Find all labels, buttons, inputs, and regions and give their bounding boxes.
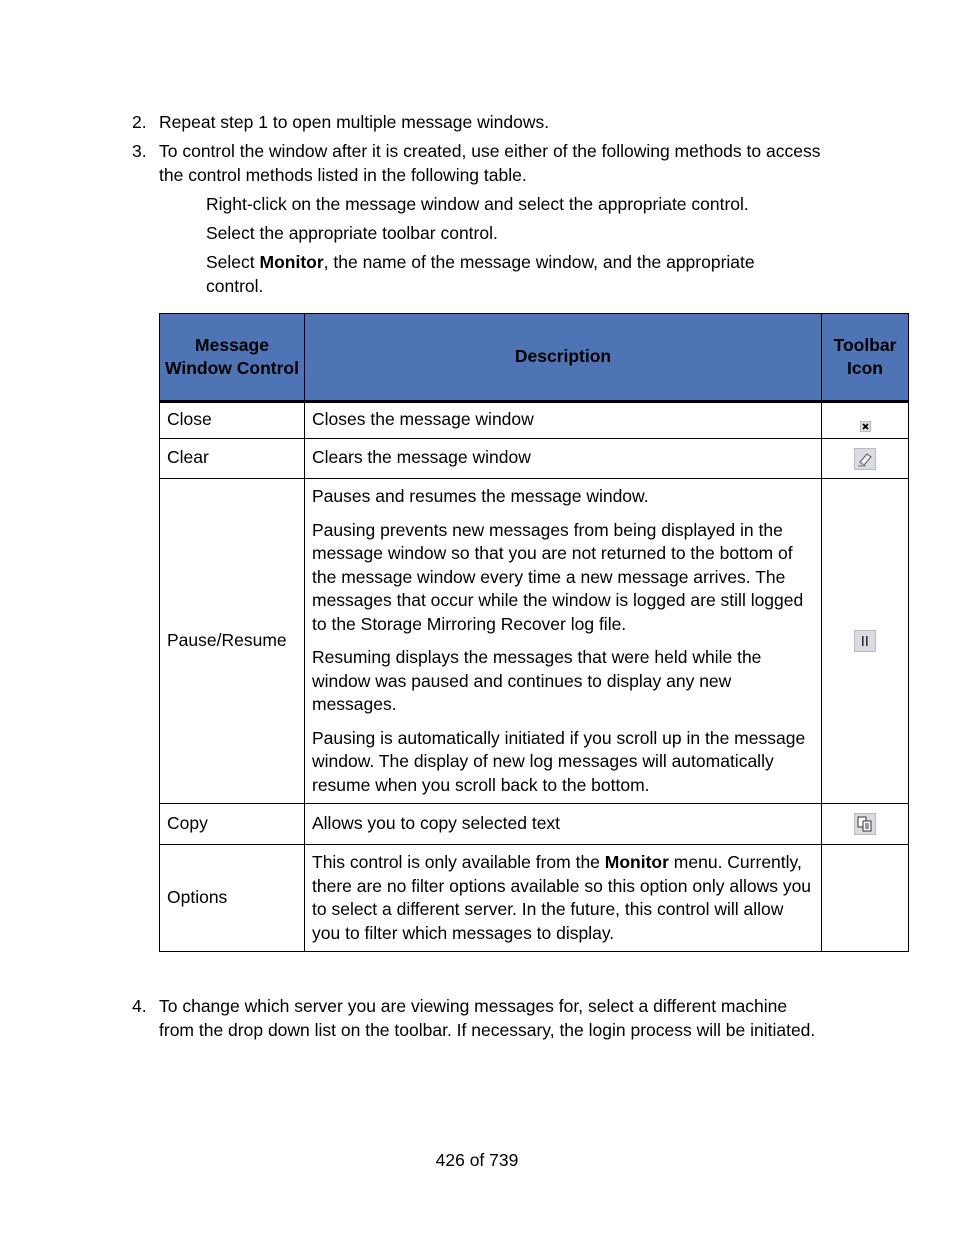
table-header-row — [160, 314, 909, 402]
eraser-icon[interactable] — [854, 448, 876, 470]
control-name: Copy — [160, 804, 305, 845]
steps-list-top — [132, 111, 822, 193]
control-description: Clears the message window — [305, 439, 822, 479]
step-4 — [132, 995, 822, 1042]
step-2 — [132, 111, 822, 135]
step-3 — [132, 140, 822, 187]
description-paragraph: Pauses and resumes the message window. — [312, 486, 649, 506]
control-description: Closes the message window — [305, 402, 822, 439]
step-number: 2. — [132, 112, 147, 132]
step-text: Repeat step 1 to open multiple message windows. — [159, 112, 550, 132]
step-text: To change which server you are viewing messages for, select a different machine from the drop down list on the toolbar. If necessary, the login process will be initiated. — [159, 996, 816, 1040]
steps-list-bottom — [132, 995, 822, 1048]
control-name: Close — [160, 402, 305, 439]
monitor-menu-term: Monitor — [604, 852, 669, 872]
controls-table — [159, 313, 909, 952]
step-text: To control the window after it is created, use either of the following methods to access the control methods listed in the following table. — [159, 141, 821, 185]
step-number: 3. — [132, 141, 147, 161]
step-number: 4. — [132, 996, 147, 1016]
monitor-menu-term: Monitor — [259, 252, 324, 272]
methods-list — [206, 193, 806, 304]
page-number: 426 of 739 — [435, 1150, 519, 1170]
table-row-pause-resume — [160, 479, 909, 804]
table-row-copy — [160, 804, 909, 845]
method-toolbar: Select the appropriate toolbar control. — [206, 223, 498, 243]
copy-icon[interactable] — [854, 813, 876, 835]
description-paragraph: Pausing is automatically initiated if you scroll up in the message window. The display of new log messages will automatically resume when you scroll back to the bottom. — [312, 727, 806, 795]
method-right-click: Right-click on the message window and select the appropriate control. — [206, 194, 749, 214]
control-description: This control is only available from the Monitor menu. Currently, there are no filter options available so this option only allows you to select a different server. In the future, this control will allow you to filter which messages to display. — [305, 845, 822, 952]
empty-icon-cell — [822, 845, 909, 952]
control-name: Pause/Resume — [160, 479, 305, 804]
description-paragraph: Pausing prevents new messages from being displayed in the message window so that you are not returned to the bottom of the message window every time a new message arrives. The messages that occur while the window is logged are still logged to the Storage Mirroring Recover log file. — [312, 519, 804, 634]
control-description — [305, 479, 822, 804]
method-monitor-menu: Select Monitor, the name of the message window, and the appropriate control. — [206, 252, 755, 296]
header-description: Description — [305, 314, 822, 402]
table-row-clear — [160, 439, 909, 479]
header-toolbar-icon: Toolbar Icon — [822, 314, 909, 402]
close-x-icon[interactable] — [860, 415, 871, 426]
table-row-close — [160, 402, 909, 439]
control-description: Allows you to copy selected text — [305, 804, 822, 845]
pause-icon[interactable] — [854, 630, 876, 652]
header-control: Message Window Control — [160, 314, 305, 402]
description-paragraph: Resuming displays the messages that were held while the window was paused and continues to display any new messages. — [312, 647, 762, 714]
control-name: Options — [160, 845, 305, 952]
control-name: Clear — [160, 439, 305, 479]
table-row-options — [160, 845, 909, 952]
